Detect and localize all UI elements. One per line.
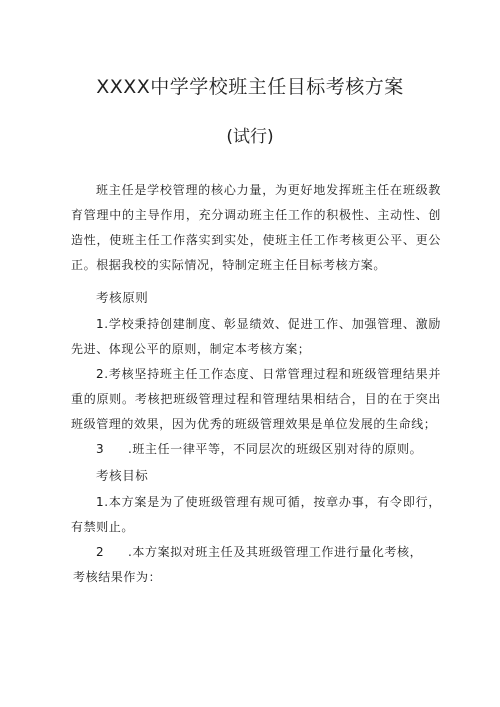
document-body: [71, 178, 441, 590]
item-text: .考核坚持班主任工作态度、日常管理过程和班级管理结果并重的原则。考核把班级管理过程和管理结果相结合，目的在于突出班级管理的效果，因为优秀的班级管理效果是单位发展的生命线；: [71, 367, 441, 431]
intro-paragraph: 班主任是学校管理的核心力量，为更好地发挥班主任在班级教育管理中的主导作用，充分调动班主任工作的积极性、主动性、创造性，使班主任工作落实到实处，使班主任工作考核更公平、更公正。根据我校的实际情况，特制定班主任目标考核方案。: [71, 183, 441, 272]
list-item: [71, 312, 441, 362]
list-item: [71, 437, 441, 462]
item-text: .学校秉持创建制度、彰显绩效、促进工作、加强管理、激励先进、体现公平的原则，制定本考核方案；: [71, 317, 441, 356]
item-number: 3: [96, 442, 105, 456]
section-heading-principles: 考核原则: [96, 290, 149, 305]
item-text: .本方案拟对班主任及其班级管理工作进行量化考核，: [128, 545, 423, 559]
item-number: 1: [96, 495, 105, 509]
section-heading-objectives: 考核目标: [96, 468, 149, 483]
item-text: .本方案是为了使班级管理有规可循，按章办事，有令即行，有禁则止。: [71, 495, 441, 534]
document-subtitle: (试行): [226, 127, 274, 147]
item-text: .班主任一律平等，不同层次的班级区别对待的原则。: [128, 442, 423, 456]
list-item: [71, 362, 441, 437]
item-number: 2: [96, 367, 105, 381]
item-number: 1: [96, 317, 105, 331]
document-title: XXXX中学学校班主任目标考核方案: [96, 76, 404, 98]
list-item: [71, 540, 441, 565]
list-item: [71, 490, 441, 540]
continuation-text: 考核结果作为：: [73, 570, 162, 584]
item-number: 2: [96, 545, 105, 559]
